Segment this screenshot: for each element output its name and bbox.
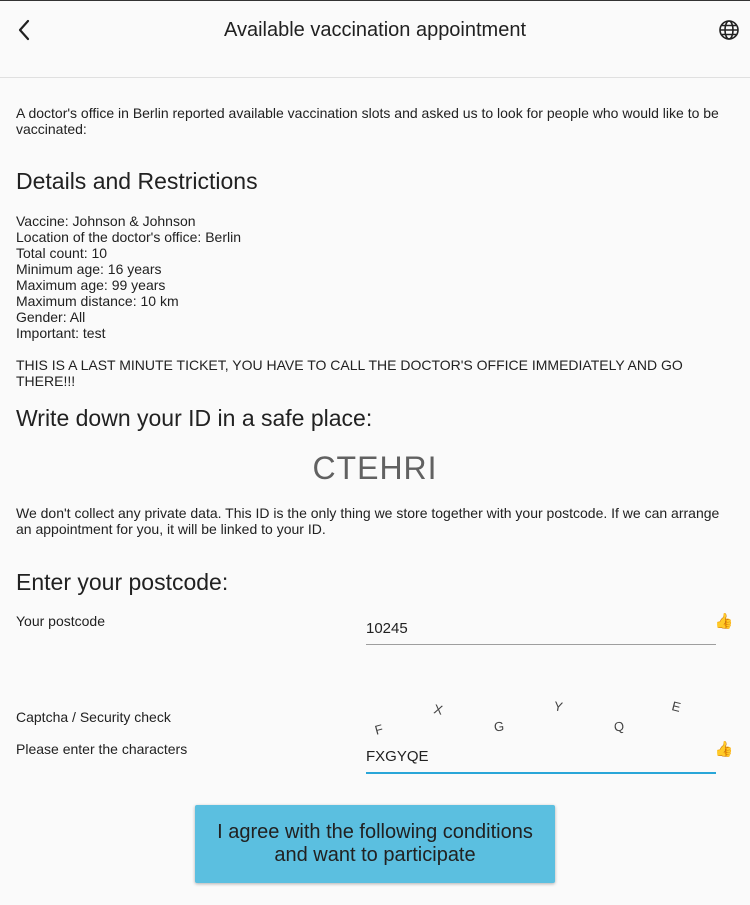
intro-text: A doctor's office in Berlin reported available vaccination slots and asked us to look for people who would like to be vaccinated: xyxy=(16,105,719,137)
detail-location: Location of the doctor's office: Berlin xyxy=(16,229,241,245)
detail-max-distance: Maximum distance: 10 km xyxy=(16,293,179,309)
details-list xyxy=(16,213,241,341)
captcha-char: G xyxy=(493,718,505,735)
captcha-input[interactable] xyxy=(366,740,716,774)
postcode-label: Your postcode xyxy=(16,613,105,629)
globe-icon xyxy=(718,19,740,41)
language-button[interactable] xyxy=(716,17,742,43)
agree-button-line2: and want to participate xyxy=(274,844,476,866)
id-heading: Write down your ID in a safe place: xyxy=(16,405,373,431)
captcha-char: E xyxy=(670,698,683,715)
detail-gender: Gender: All xyxy=(16,309,86,325)
detail-important: Important: test xyxy=(16,325,106,341)
page-title: Available vaccination appointment xyxy=(223,19,527,41)
captcha-char: F xyxy=(373,721,385,738)
detail-total-count: Total count: 10 xyxy=(16,245,108,261)
postcode-input[interactable] xyxy=(366,611,716,645)
postcode-heading: Enter your postcode: xyxy=(16,569,229,595)
user-id-code: CTEHRI xyxy=(312,450,438,486)
thumbs-up-icon: 👍 xyxy=(714,741,734,758)
captcha-image xyxy=(366,693,726,743)
captcha-prompt: Please enter the characters xyxy=(16,741,188,757)
captcha-value: FXGYQE xyxy=(366,748,429,765)
app-bar xyxy=(0,0,750,78)
details-heading: Details and Restrictions xyxy=(16,168,258,194)
detail-vaccine: Vaccine: Johnson & Johnson xyxy=(16,213,196,229)
captcha-char: Y xyxy=(552,698,564,715)
captcha-char: Q xyxy=(613,718,626,735)
captcha-label: Captcha / Security check xyxy=(16,709,171,725)
postcode-value: 10245 xyxy=(366,620,408,637)
detail-max-age: Maximum age: 99 years xyxy=(16,277,166,293)
agree-button-line1: I agree with the following conditions xyxy=(217,821,533,843)
detail-min-age: Minimum age: 16 years xyxy=(16,261,162,277)
agree-participate-button[interactable] xyxy=(195,805,555,883)
captcha-char: X xyxy=(432,701,445,718)
privacy-note: We don't collect any private data. This ID is the only thing we store together with your postcode. If we can arrange an appointment for you, it will be linked to your ID. xyxy=(16,505,720,537)
last-minute-warning: THIS IS A LAST MINUTE TICKET, YOU HAVE TO CALL THE DOCTOR'S OFFICE IMMEDIATELY AND GO THERE!!! xyxy=(16,357,683,389)
thumbs-up-icon: 👍 xyxy=(714,613,734,630)
